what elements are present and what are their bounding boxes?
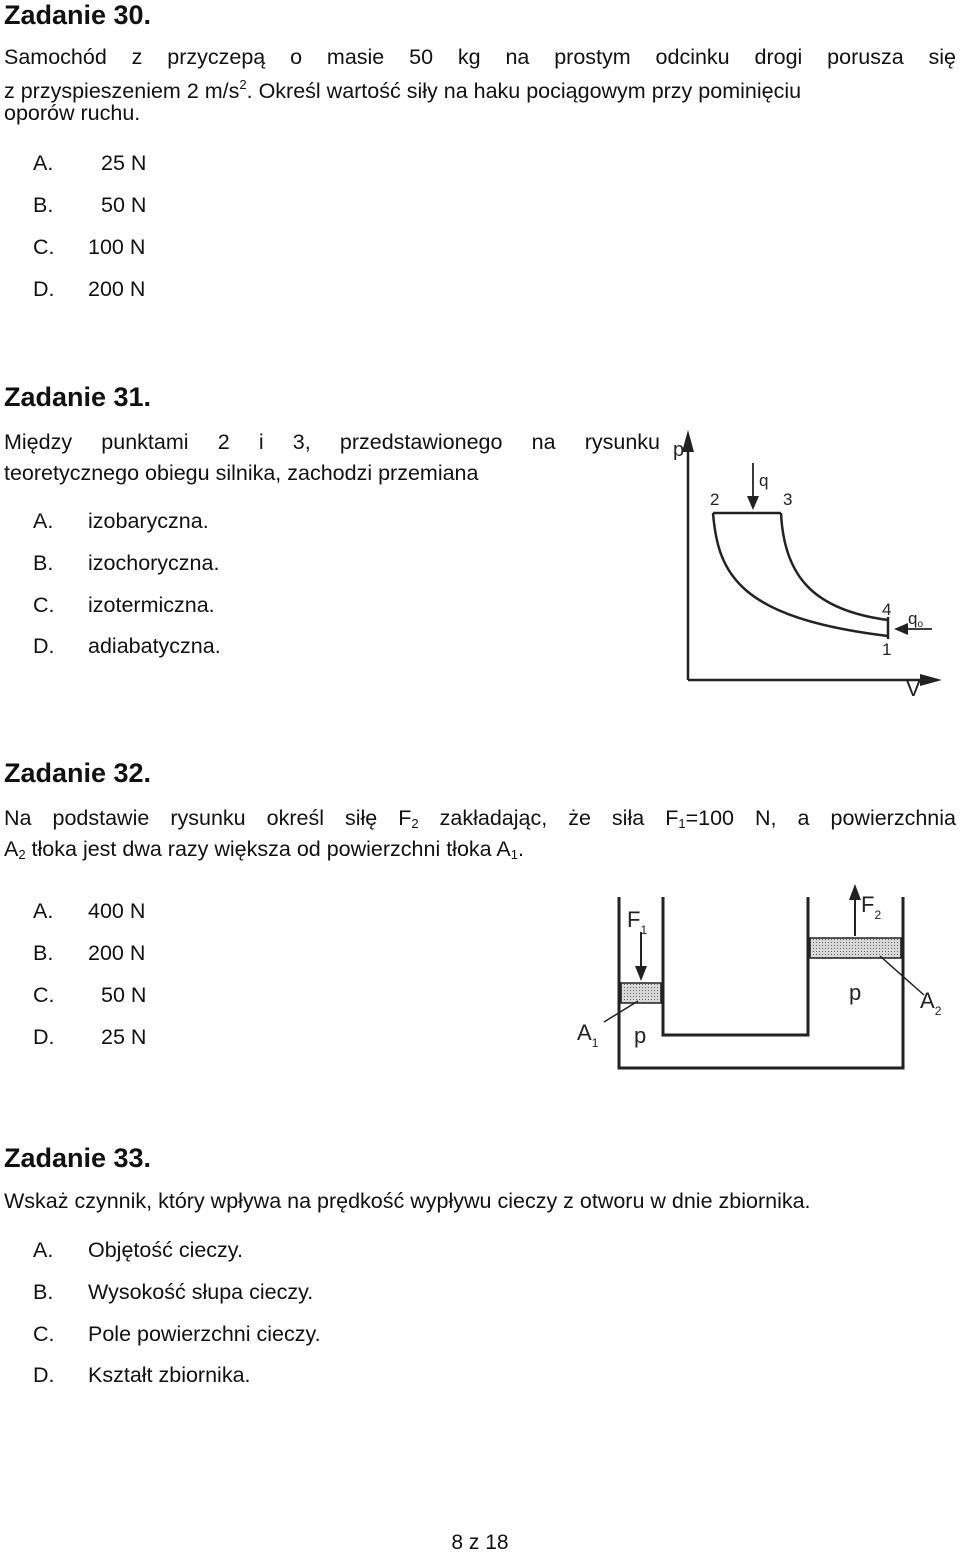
f1-label: $F_1$ (627, 907, 648, 937)
task-31-line-2: teoretycznego obiegu silnika, zachodzi przemiana (4, 461, 479, 485)
page-number: 8 z 18 (451, 1531, 509, 1554)
f1-arrowhead (635, 966, 647, 981)
task-32-line-2: $A_2$ tłoka jest dwa razy większa od powierzchni tłoka $A_1$. (4, 837, 524, 862)
task-30-title: Zadanie 30. (4, 0, 152, 30)
p-axis-label: p (673, 439, 685, 461)
v-axis-label: V (906, 676, 921, 701)
task-30-line-3: oporów ruchu. (4, 101, 141, 125)
task-33-title: Zadanie 33. (4, 1143, 152, 1173)
point-1-label: 1 (882, 640, 892, 659)
task-30-line-2: z przyspieszeniem 2 $m/s^2$. Określ wartość siły na haku pociągowym przy pominięciu (4, 77, 802, 103)
task-30-line-1: Samochód z przyczepą o masie 50 kg na prostym odcinku drogi porusza się (4, 45, 956, 69)
pressure-right-label: p (849, 980, 862, 1005)
a1-label: $A_1$ (577, 1020, 599, 1050)
a1-pointer (604, 1001, 638, 1022)
point-4-label: 4 (882, 600, 892, 619)
f2-arrowhead (849, 884, 861, 900)
task-33-line-1: Wskaż czynnik, który wpływa na prędkość wypływu cieczy z otworu w dnie zbiornika. (4, 1189, 811, 1213)
piston-a2 (810, 938, 901, 958)
q0-label: qo (908, 609, 924, 630)
f2-label: $F_2$ (861, 892, 882, 922)
task-32-line-1: Na podstawie rysunku określ siłę $F_2$ zakładając, że siła $F_1=100$ N, a powierzchnia (4, 806, 956, 831)
task-31-title: Zadanie 31. (4, 382, 152, 412)
piston-a1 (621, 983, 661, 1003)
task-32-title: Zadanie 32. (4, 758, 152, 788)
vessel-inner-wall (663, 897, 808, 1035)
a2-label: $A_2$ (920, 988, 942, 1018)
pressure-left-label: p (634, 1023, 647, 1048)
point-2-label: 2 (710, 490, 720, 509)
point-3-label: 3 (783, 490, 793, 509)
q-label: q (759, 471, 769, 490)
task-31-line-1: Między punktami 2 i 3, przedstawionego na rysunku (4, 430, 660, 454)
